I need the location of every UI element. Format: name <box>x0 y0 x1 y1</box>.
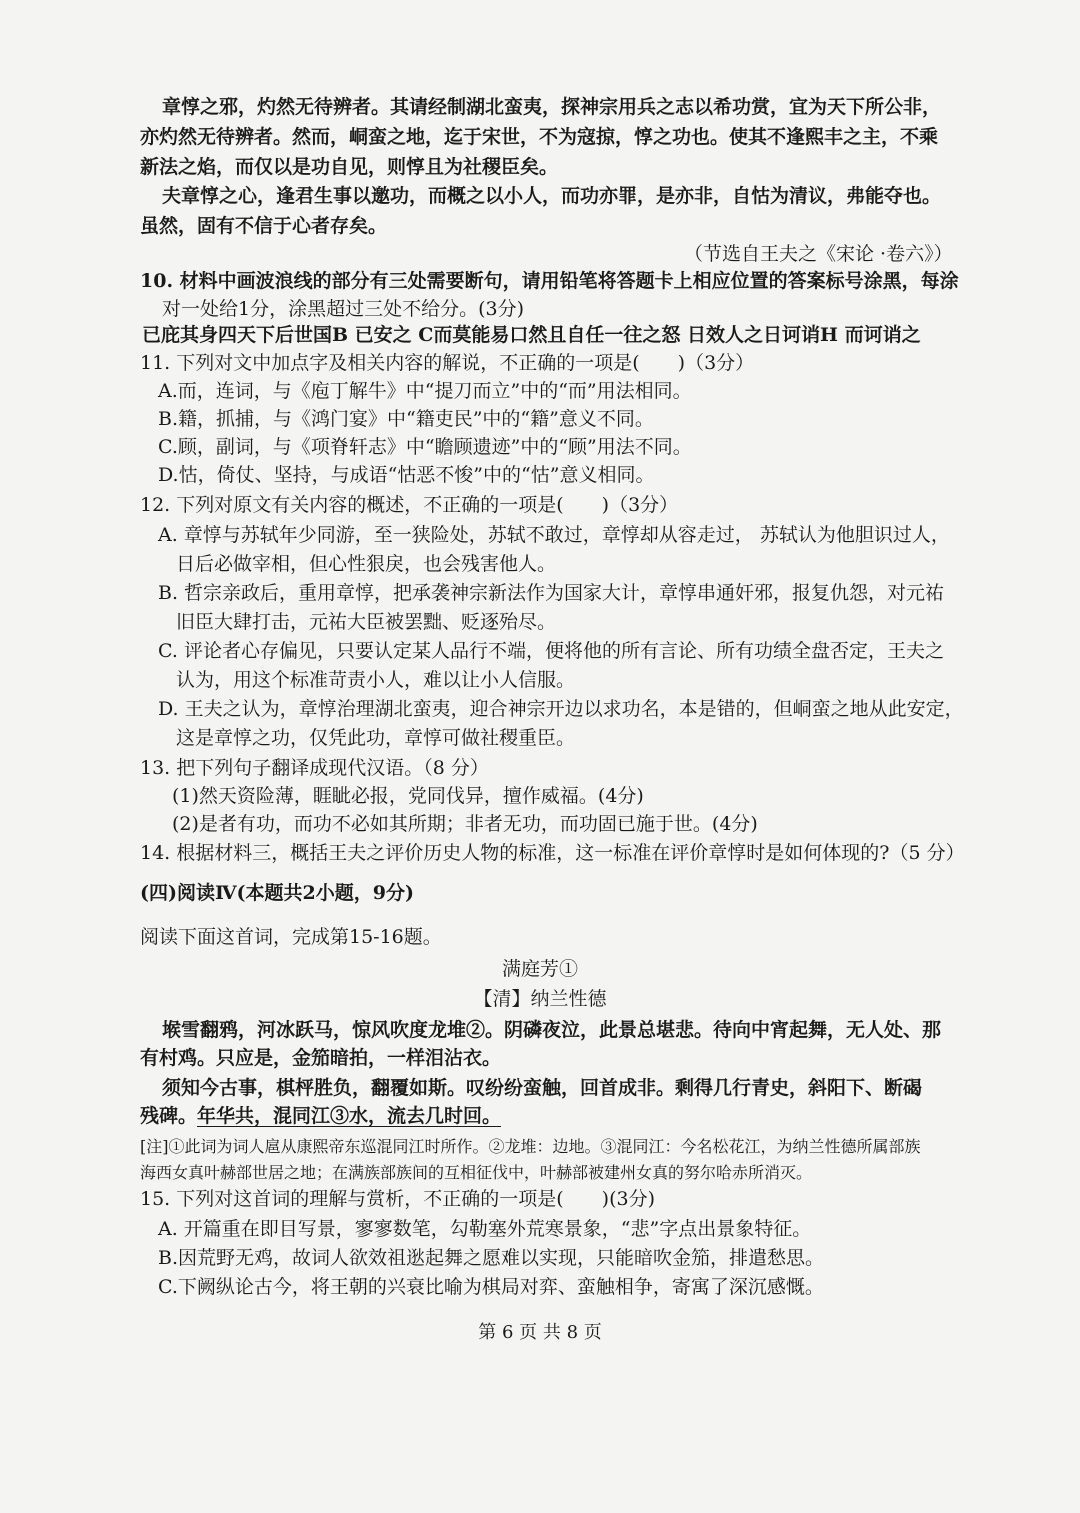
option-a: A.而，连词，与《庖丁解牛》中“提刀而立”中的“而”用法相同。 <box>158 380 692 402</box>
question-10-stem: 10. 材料中画波浪线的部分有三处需要断句，请用铅笔将答题卡上相应位置的答案标号涂黑，每涂 <box>140 270 959 292</box>
question-15-stem: 15. 下列对这首词的理解与赏析，不正确的一项是( )(3分) <box>140 1188 655 1210</box>
translation-item: (2)是者有功，而功不必如其所期；非者无功，而功固已施于世。(4分) <box>172 813 758 835</box>
poem-author: 【清】纳兰性德 <box>473 988 607 1010</box>
question-14-stem: 14. 根据材料三，概括王夫之评价历史人物的标准，这一标准在评价章惇时是如何体现的?（5 分） <box>140 842 965 864</box>
poem-line: 须知今古事，棋枰胜负，翻覆如斯。叹纷纷蛮触，回首成非。剩得几行青史，斜阳下、断碣 <box>162 1077 923 1099</box>
question-10-stem: 对一处给1分，涂黑超过三处不给分。(3分) <box>162 298 525 320</box>
section-intro: 阅读下面这首词，完成第15-16题。 <box>140 926 442 948</box>
option-c: C. 评论者心存偏见，只要认定某人品行不端，便将他的所有言论、所有功绩全盘否定，王夫之 <box>158 640 944 662</box>
passage-line: 新法之焰，而仅以是功自见，则惇且为社稷臣矣。 <box>140 156 559 178</box>
option-b: B.籍，抓捕，与《鸿门宴》中“籍吏民”中的“籍”意义不同。 <box>158 408 654 430</box>
option-a: A. 开篇重在即目写景，寥寥数笔，勾勒塞外荒寒景象，“悲”字点出景象特征。 <box>158 1218 812 1240</box>
question-13-stem: 13. 把下列句子翻译成现代汉语。（8 分） <box>140 757 489 779</box>
poem-underlined-text: 年华共，混同江③水，流去几时回。 <box>197 1105 502 1127</box>
section-heading: (四)阅读Ⅳ(本题共2小题，9分) <box>140 882 414 904</box>
poem-line <box>140 1103 501 1129</box>
option-b: B. 哲宗亲政后，重用章惇，把承袭神宗新法作为国家大计，章惇串通奸邪，报复仇怨，对元祐 <box>158 582 945 604</box>
poem-note: 海西女真叶赫部世居之地；在满族部族间的互相征伐中，叶赫部被建州女真的努尔哈赤所消灭。 <box>140 1163 813 1182</box>
question-11-stem: 11. 下列对文中加点字及相关内容的解说，不正确的一项是( )（3分） <box>140 352 755 374</box>
question-10-options: 已庇其身四天下后世国B 已安之 C而莫能易口然且自任一往之怒 日效人之日诃诮H 而诃诮之 <box>142 324 921 346</box>
option-c-cont: 认为，用这个标准苛责小人，难以让小人信服。 <box>176 669 576 691</box>
passage-line: 虽然，固有不信于心者存矣。 <box>140 215 388 237</box>
page-footer: 第 6 页 共 8 页 <box>478 1322 602 1343</box>
passage-line: 夫章惇之心，逢君生事以邀功，而概之以小人，而功亦罪，是亦非，自怙为清议，弗能夺也。 <box>162 185 942 207</box>
option-d: D.怙，倚仗、坚持，与成语“怙恶不悛”中的“怙”意义相同。 <box>158 464 655 486</box>
option-b: B.因荒野无鸡，故词人欲效祖逖起舞之愿难以实现，只能暗吹金笳，排遣愁思。 <box>158 1247 825 1269</box>
option-c: C.下阙纵论古今，将王朝的兴衰比喻为棋局对弈、蛮触相争，寄寓了深沉感慨。 <box>158 1276 824 1298</box>
option-a-cont: 日后必做宰相，但心性狠戾，也会残害他人。 <box>176 553 557 575</box>
question-12-stem: 12. 下列对原文有关内容的概述，不正确的一项是( )（3分） <box>140 494 679 516</box>
poem-line: 有村鸡。只应是，金笳暗拍，一样泪沾衣。 <box>140 1047 502 1069</box>
option-d-cont: 这是章惇之功，仅凭此功，章惇可做社稷重臣。 <box>176 727 576 749</box>
poem-line: 堠雪翻鸦，河冰跃马，惊风吹度龙堆②。阴磷夜泣，此景总堪悲。待向中宵起舞，无人处、那 <box>162 1019 942 1041</box>
option-b-cont: 旧臣大肆打击，元祐大臣被罢黜、贬逐殆尽。 <box>176 611 557 633</box>
option-d: D. 王夫之认为，章惇治理湖北蛮夷，迎合神宗开边以求功名，本是错的，但峒蛮之地从此安定， <box>158 698 964 720</box>
poem-note: [注]①此词为词人扈从康熙帝东巡混同江时所作。②龙堆：边地。③混同江：今名松花江，为纳兰性德所属部族 <box>140 1137 921 1156</box>
poem-title: 满庭芳① <box>501 958 578 980</box>
translation-item: (1)然天资险薄，睚眦必报，党同伐异，擅作威福。(4分) <box>172 785 644 807</box>
passage-source: （节选自王夫之《宋论 ·卷六》） <box>684 243 953 265</box>
passage-line: 亦灼然无待辨者。然而，峒蛮之地，迄于宋世，不为寇掠，惇之功也。使其不逢熙丰之主，不乘 <box>140 126 939 148</box>
poem-text: 残碑。 <box>140 1105 198 1127</box>
option-c: C.顾，副词，与《项脊轩志》中“瞻顾遗迹”中的“顾”用法不同。 <box>158 436 692 458</box>
passage-line: 章惇之邪，灼然无待辨者。其请经制湖北蛮夷，探神宗用兵之志以希功赏，宜为天下所公非， <box>162 96 942 118</box>
option-a: A. 章惇与苏轼年少同游，至一狭险处，苏轼不敢过，章惇却从容走过， 苏轼认为他胆识过人， <box>158 524 950 546</box>
